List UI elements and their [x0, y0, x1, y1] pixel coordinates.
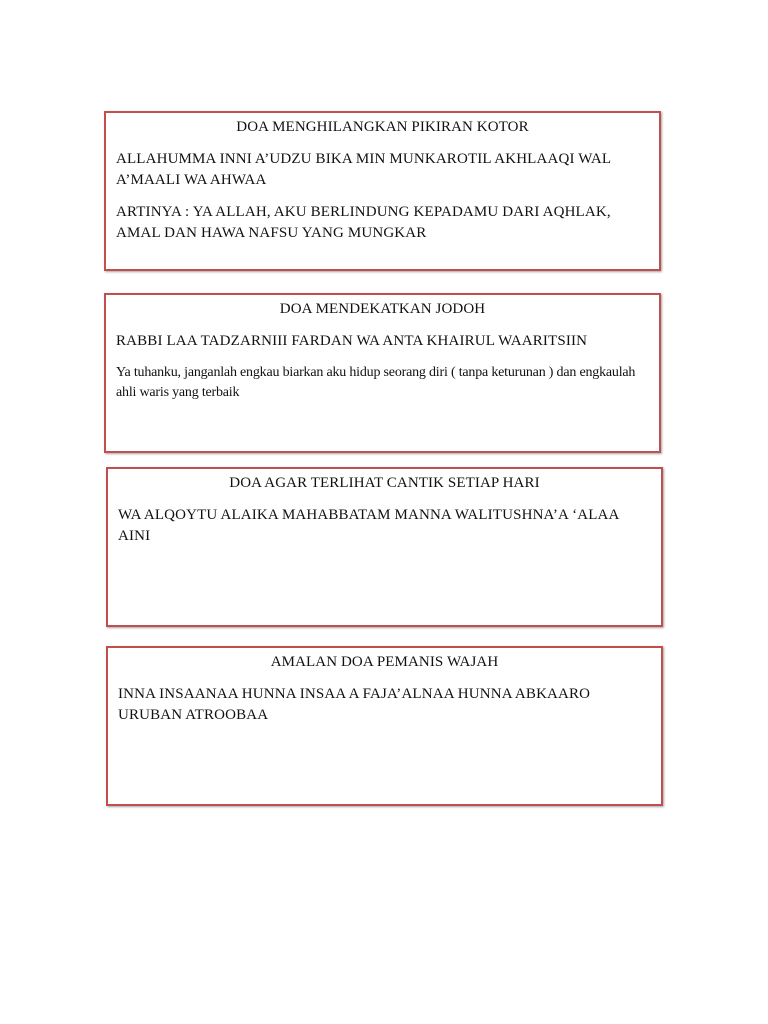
- doa-title: DOA AGAR TERLIHAT CANTIK SETIAP HARI: [229, 475, 540, 491]
- doa-title: AMALAN DOA PEMANIS WAJAH: [270, 654, 499, 670]
- doa-meaning: ARTINYA : YA ALLAH, AKU BERLINDUNG KEPADAMU DARI AQHLAK, AMAL DAN HAWA NAFSU YANG MUNGKAR: [116, 204, 611, 241]
- doa-title: DOA MENGHILANGKAN PIKIRAN KOTOR: [236, 119, 529, 135]
- doa-box-menghilangkan-pikiran-kotor: [104, 111, 661, 271]
- doa-arabic-transliteration: ALLAHUMMA INNI A’UDZU BIKA MIN MUNKAROTIL AKHLAAQI WAL A’MAALI WA AHWAA: [116, 151, 611, 188]
- doa-meaning: Ya tuhanku, janganlah engkau biarkan aku hidup seorang diri ( tanpa keturunan ) dan engkaulah ahli waris yang terbaik: [116, 365, 636, 400]
- doa-box-mendekatkan-jodoh: [104, 293, 661, 453]
- doa-title: DOA MENDEKATKAN JODOH: [279, 301, 486, 317]
- doa-box-agar-terlihat-cantik: [106, 467, 663, 627]
- doa-box-pemanis-wajah: [106, 646, 663, 806]
- doa-arabic-transliteration: INNA INSAANAA HUNNA INSAA A FAJA’ALNAA HUNNA ABKAARO URUBAN ATROOBAA: [118, 686, 591, 723]
- doa-arabic-transliteration: RABBI LAA TADZARNIII FARDAN WA ANTA KHAIRUL WAARITSIIN: [116, 333, 588, 349]
- doa-arabic-transliteration: WA ALQOYTU ALAIKA MAHABBATAM MANNA WALITUSHNA’A ‘ALAA AINI: [118, 507, 619, 544]
